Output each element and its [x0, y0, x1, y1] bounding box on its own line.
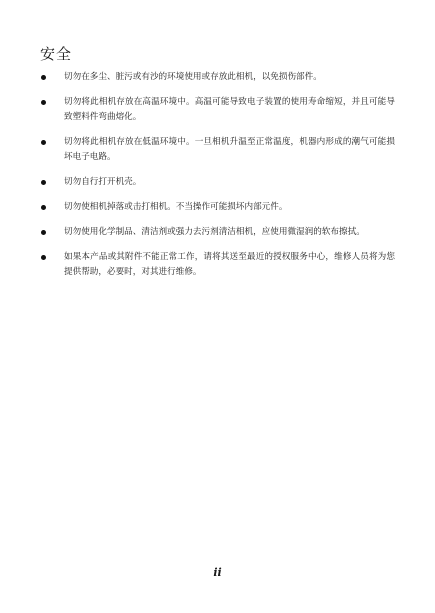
bullet-dot-icon — [41, 140, 46, 145]
section-title: 安全 — [40, 45, 73, 63]
safety-bullet-list — [40, 70, 395, 290]
bullet-dot-icon — [41, 75, 46, 80]
bullet-dot-icon — [41, 255, 46, 260]
bullet-text: 切勿使相机掉落或击打相机。不当操作可能损坏内部元件。 — [64, 202, 288, 212]
bullet-text: 如果本产品或其附件不能正常工作，请将其送至最近的授权服务中心，维修人员将为您提供帮助，必要时，对其进行维修。 — [64, 252, 395, 277]
bullet-dot-icon — [41, 180, 46, 185]
bullet-item — [40, 225, 395, 240]
bullet-item — [40, 135, 395, 165]
bullet-text: 切勿将此相机存放在低温环境中。一旦相机升温至正常温度，机器内形成的潮气可能损坏电子电路。 — [64, 137, 395, 162]
bullet-item — [40, 175, 395, 190]
bullet-dot-icon — [41, 100, 46, 105]
bullet-text: 切勿将此相机存放在高温环境中。高温可能导致电子装置的使用寿命缩短，并且可能导致塑料件弯曲熔化。 — [64, 97, 395, 122]
bullet-item — [40, 250, 395, 280]
bullet-text: 切勿使用化学制品、清洁剂或强力去污剂清洁相机，应使用微湿润的软布擦拭。 — [64, 227, 365, 237]
bullet-item — [40, 95, 395, 125]
bullet-item — [40, 70, 395, 85]
page-number: ii — [213, 566, 222, 579]
bullet-text: 切勿自行打开机壳。 — [64, 177, 142, 187]
bullet-item — [40, 200, 395, 215]
bullet-dot-icon — [41, 205, 46, 210]
bullet-dot-icon — [41, 230, 46, 235]
bullet-text: 切勿在多尘、脏污或有沙的环境使用或存放此相机，以免损伤部件。 — [64, 72, 322, 82]
